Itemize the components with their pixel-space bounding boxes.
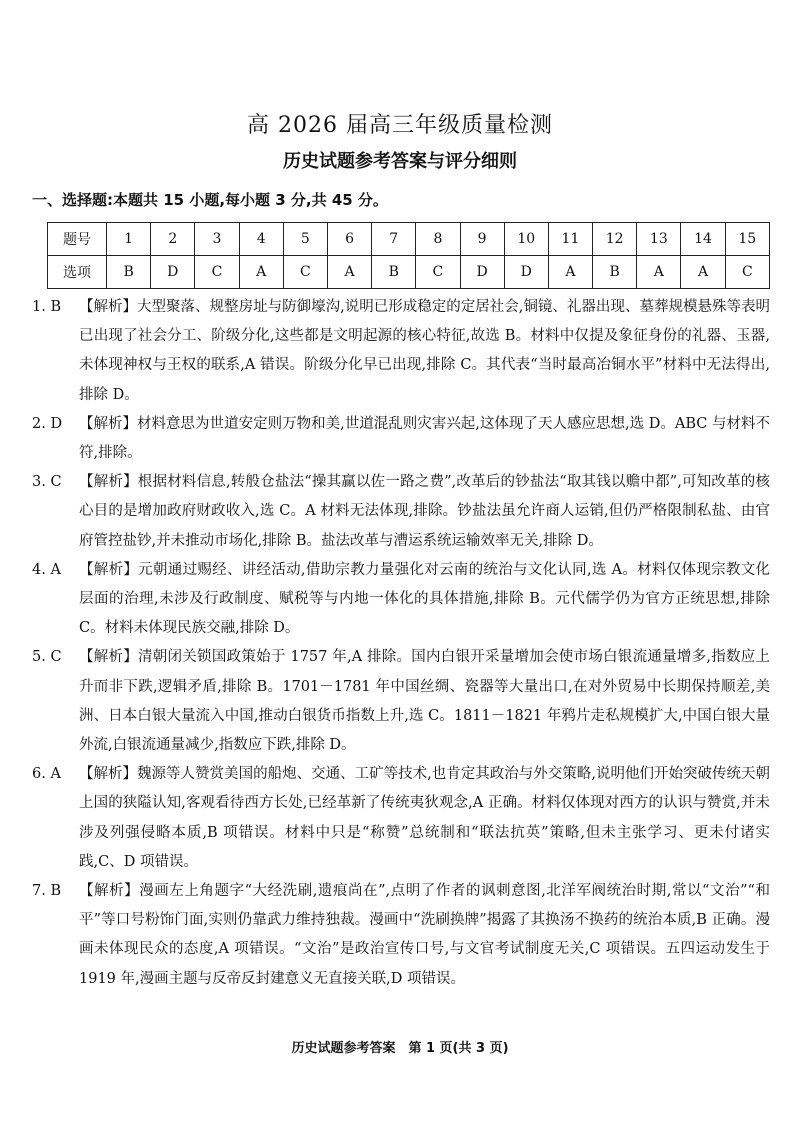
question-number-cell: 11 [548,223,592,256]
question-number-cell: 6 [327,223,371,256]
page-footer: 历史试题参考答案 第 1 页(共 3 页) [291,1041,509,1056]
explanation-text: 【解析】大型聚落、规整房址与防御壕沟,说明已形成稳定的定居社会,铜镜、礼器出现、墓葬规模悬殊等表明已出现了社会分工、阶级分化,这些都是文明起源的核心特征,故选 B。材料中仅提及象征身份的礼器、玉器,未体现神权与王权的联系,A 错误。阶级分化早已出现,排除 C。其代表“当时最高冶铜水平”材料中无法得出,排除 D。 [79,299,770,403]
answer-cell: C [195,256,239,289]
question-number-cell: 5 [283,223,327,256]
question-number-cell: 14 [681,223,725,256]
question-number-cell: 2 [151,223,195,256]
answer-cell: A [327,256,371,289]
answer-table [47,222,770,289]
answer-cell: C [416,256,460,289]
question-number-row [48,223,770,256]
explanation-number: 2. D [32,415,63,432]
explanation-item [32,760,770,877]
answer-cell: A [548,256,592,289]
question-number-cell: 1 [107,223,151,256]
answer-cell: B [107,256,151,289]
explanation-item [32,643,770,760]
explanation-text: 【解析】魏源等人赞赏美国的船炮、交通、工矿等技术,也肯定其政治与外交策略,说明他们开始突破传统天朝上国的狭隘认知,客观看待西方长处,已经革新了传统夷狄观念,A 正确。材料仅体现对西方的认识与赞赏,并未涉及列强侵略本质,B 项错误。材料中只是“称赞”总统制和“联法抗英”策略,但未主张学习、更未付诸实践,C、D 项错误。 [79,766,770,870]
question-number-cell: 10 [504,223,548,256]
page-title: 高 2026 届高三年级质量检测 [247,113,553,138]
answer-cell: B [593,256,637,289]
question-number-cell: 9 [460,223,504,256]
answer-row [48,256,770,289]
explanation-text: 【解析】清朝闭关锁国政策始于 1757 年,A 排除。国内白银开采量增加会使市场白银流通量增多,指数应上升而非下跌,逻辑矛盾,排除 B。1701－1781 年中国丝绸、瓷器等大量出口,在对外贸易中长期保持顺差,美洲、日本白银大量流入中国,推动白银货币指数上升,选 C。1811－1821 年鸦片走私规模扩大,中国白银大量外流,白银流通量减少,指数应下跌,排除 D。 [79,649,770,754]
explanation-item [32,556,770,644]
page-subtitle: 历史试题参考答案与评分细则 [283,151,517,172]
explanation-item [32,410,770,468]
explanation-number: 4. A [32,561,61,578]
explanation-number: 5. C [32,649,62,666]
explanation-list [32,293,770,994]
question-number-cell: 13 [637,223,681,256]
explanation-item [32,293,770,410]
question-number-cell: 8 [416,223,460,256]
question-number-cell: 4 [239,223,283,256]
explanation-text: 【解析】材料意思为世道安定则万物和美,世道混乱则灾害兴起,这体现了天人感应思想,选 D。ABC 与材料不符,排除。 [79,415,770,462]
answer-cell: A [681,256,725,289]
question-number-cell: 15 [725,223,769,256]
question-number-cell: 12 [593,223,637,256]
question-number-cell: 3 [195,223,239,256]
section-heading: 一、选择题:本题共 15 小题,每小题 3 分,共 45 分。 [32,191,388,209]
explanation-item [32,468,770,556]
explanation-text: 【解析】元朝通过赐经、讲经活动,借助宗教力量强化对云南的统治与文化认同,选 A。材料仅体现宗教文化层面的治理,未涉及行政制度、赋税等与内地一体化的具体措施,排除 B。元代儒学仍为官方正统思想,排除 C。材料未体现民族交融,排除 D。 [79,561,770,637]
explanation-text: 【解析】根据材料信息,转般仓盐法“操其赢以佐一路之费”,改革后的钞盐法“取其钱以赡中都”,可知改革的核心目的是增加政府财政收入,选 C。A 材料无法体现,排除。钞盐法虽允许商人运销,但仍严格限制私盐、由官府管控盐钞,并未推动市场化,排除 B。盐法改革与漕运系统运输效率无关,排除 D。 [79,474,770,549]
answer-cell: C [283,256,327,289]
explanation-number: 1. B [32,299,62,315]
answer-cell: C [725,256,769,289]
answer-cell: A [239,256,283,289]
answer-cell: A [637,256,681,289]
answer-cell: D [460,256,504,289]
explanation-text: 【解析】漫画左上角题字“大经洗刷,遗痕尚在”,点明了作者的讽刺意图,北洋军阀统治时期,常以“文治”“和平”等口号粉饰门面,实则仍靠武力维持独裁。漫画中“洗刷换牌”揭露了其换汤不换药的统治本质,B 正确。漫画未体现民众的态度,A 项错误。“文治”是政治宣传口号,与文官考试制度无关,C 项错误。五四运动发生于 1919 年,漫画主题与反帝反封建意义无直接关联,D 项错误。 [79,883,770,987]
answer-cell: B [372,256,416,289]
answer-cell: D [504,256,548,289]
explanation-number: 3. C [32,474,62,491]
explanation-number: 6. A [32,766,61,783]
row-label-question: 题号 [48,223,107,256]
explanation-item [32,877,770,994]
row-label-answer: 选项 [48,256,107,289]
question-number-cell: 7 [372,223,416,256]
answer-cell: D [151,256,195,289]
explanation-number: 7. B [32,883,62,900]
